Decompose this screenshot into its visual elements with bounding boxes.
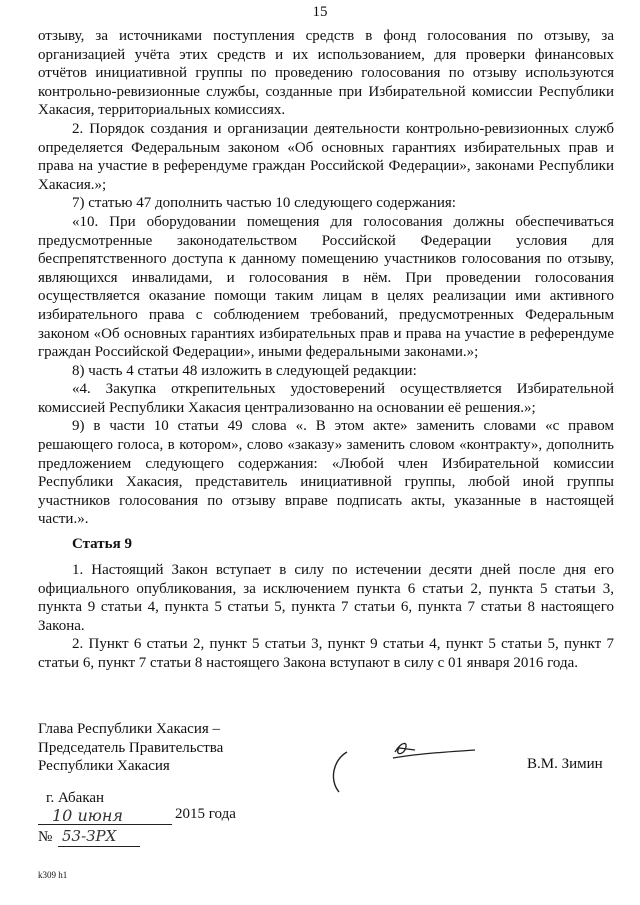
paragraph: «4. Закупка открепительных удостоверений осуществляется Избирательной комиссией Республики Хакасия централизованно на основании её решения.»; (38, 381, 614, 416)
document-body (38, 27, 614, 529)
paragraph: 7) статью 47 дополнить частью 10 следующего содержания: (72, 195, 456, 212)
handwritten-number: 53-ЗРХ (62, 827, 117, 845)
law-number (38, 827, 198, 849)
paragraph: отзыву, за источниками поступления средств в фонд голосования по отзыву, за организацией учёта этих средств и их использованием, для проверки финансовых отчётов инициативной группы по проведению голосования по отзыву используются контрольно-ревизионные службы, созданные при Избирательной комиссии Республики Хакасия, территориальных комиссиях. (38, 28, 614, 119)
handwritten-date: 10 июня (52, 806, 123, 825)
signatory-title-line: Республики Хакасия (38, 758, 170, 775)
document-code: k309 h1 (38, 870, 68, 880)
signatory-name: В.М. Зимин (527, 756, 603, 772)
number-prefix: № (38, 829, 53, 845)
paragraph: 2. Порядок создания и организации деятельности контрольно-ревизионных служб определяется Федеральным законом «Об основных гарантиях избирательных прав и права на участие в референдуме граждан Российской Федерации», законами Республики Хакасия.»; (38, 120, 614, 193)
signatory-title (38, 720, 223, 776)
signatory-title-line: Председатель Правительства (38, 739, 224, 756)
place: г. Абакан (46, 790, 105, 806)
article-heading: Статья 9 (72, 536, 132, 552)
page-number: 15 (312, 4, 328, 20)
date-underline (38, 824, 172, 825)
signatory-title-line: Глава Республики Хакасия – (38, 721, 221, 737)
signing-date (38, 806, 288, 828)
handwritten-signature (325, 730, 485, 800)
article-paragraph: 1. Настоящий Закон вступает в силу по истечении десяти дней после дня его официального опубликования, за исключением пункта 6 статьи 2, пункта 5 статьи 3, пункта 9 статьи 4, пункта 5 статьи 5, пункта 7 статьи 6, пункта 7 статьи 8 настоящего Закона. (38, 562, 614, 634)
paragraph: 8) часть 4 статьи 48 изложить в следующей редакции: (72, 362, 417, 379)
article-paragraph: 2. Пункт 6 статьи 2, пункт 5 статьи 3, пункт 9 статьи 4, пункт 5 статьи 5, пункт 7 статьи 6, пункт 7 статьи 8 настоящего Закона вступают в силу с 01 января 2016 года. (38, 636, 614, 671)
paragraph: «10. При оборудовании помещения для голосования должны обеспечиваться предусмотренные законодательством Российской Федерации условия для беспрепятственного доступа к данному помещению участников голосования по отзыву, являющихся инвалидами, и голосования в нём. При проведении голосования осуществляется оказание помощи таким лицам в целях реализации ими активного избирательного права с соблюдением требований, предусмотренных Федеральным законом «Об основных гарантиях избирательных прав и права на участие в референдуме граждан Российской Федерации», иными федеральными законами.»; (38, 213, 614, 361)
number-underline (58, 846, 140, 847)
article-body (38, 561, 614, 673)
date-year: 2015 года (175, 806, 236, 822)
paragraph: 9) в части 10 статьи 49 слова «. В этом акте» заменить словами «с правом решающего голоса, в котором», слово «заказу» заменить словом «контракту», дополнить предложением следующего содержания: «Любой член Избирательной комиссии Республики Хакасия, представитель инициативной группы, любой иной группы участников голосования по отзыву вправе подписать акты, указанные в настоящей части.». (38, 418, 614, 528)
